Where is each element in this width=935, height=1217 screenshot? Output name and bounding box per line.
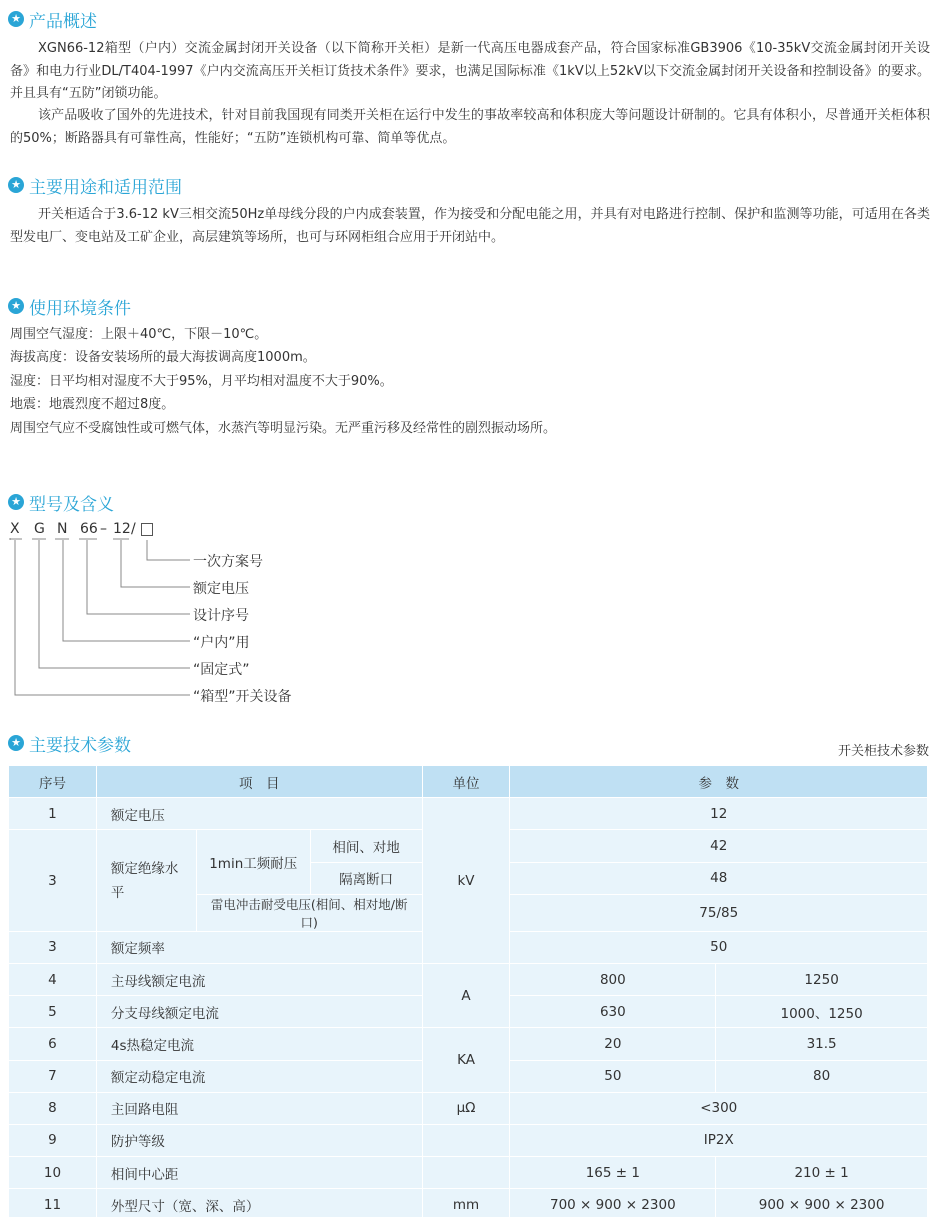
header-item: 项 目: [96, 766, 422, 798]
section-title-text: 产品概述: [29, 11, 97, 32]
cell-item: 额定电压: [96, 798, 422, 830]
model-code-diagram: [0, 518, 400, 708]
cell-no: 3: [9, 931, 97, 963]
cell-no: 4: [9, 963, 97, 995]
star-circle-icon: ★: [8, 177, 24, 193]
section-title-text: 主要技术参数: [29, 735, 131, 756]
cell-value: 50: [510, 931, 928, 963]
table-caption: 开关柜技术参数: [837, 744, 929, 759]
cell-item: 4s热稳定电流: [96, 1028, 422, 1060]
cell-value-1: 800: [510, 963, 716, 995]
cell-value: 12: [510, 798, 928, 830]
cell-value-1: 50: [510, 1060, 716, 1092]
cell-value: 48: [510, 862, 928, 894]
table-row: [9, 1189, 928, 1217]
meaning-box-type: “箱型”开关设备: [193, 689, 292, 705]
table-row: [9, 798, 928, 830]
code-char-x: X: [10, 521, 20, 537]
cell-value-1: 630: [510, 996, 716, 1028]
cell-item: 额定动稳定电流: [96, 1060, 422, 1092]
section-title-model: [8, 490, 114, 514]
section-title-overview: [8, 7, 97, 31]
cell-no: 6: [9, 1028, 97, 1060]
code-char-n: N: [57, 521, 68, 537]
table-row: [9, 1124, 928, 1156]
cell-no: 7: [9, 1060, 97, 1092]
section-title-text: 使用环境条件: [29, 298, 131, 319]
cell-unit: [422, 1124, 510, 1156]
cell-value-2: 1000、1250: [716, 996, 928, 1028]
env-line-2: 海拔高度：设备安装场所的最大海拔调高度1000m。: [10, 350, 316, 365]
cell-no: 1: [9, 798, 97, 830]
usage-paragraph: 开关柜适合于3.6-12 kV三相交流50Hz单母线分段的户内成套装置，作为接受和分配电能之用，并具有对电路进行控制、保护和监测等功能，可适用在各类型发电厂、变电站及工矿企业，高层建筑等场所，也可与环网柜组合应用于开闭站中。: [10, 207, 930, 245]
cell-unit: A: [422, 963, 510, 1027]
cell-item: 主母线额定电流: [96, 963, 422, 995]
cell-sub2: 隔离断口: [310, 862, 422, 894]
cell-item: 相间中心距: [96, 1157, 422, 1189]
table-row: [9, 1028, 928, 1060]
env-line-4: 地震：地震烈度不超过8度。: [10, 397, 175, 412]
section-title-params: [8, 731, 131, 755]
env-line-5: 周围空气应不受腐蚀性或可燃气体，水蒸汽等明显污染。无严重污移及经常性的剧烈振动场所。: [10, 421, 557, 436]
code-char-dash: –: [100, 521, 107, 537]
cell-item: 额定频率: [96, 931, 422, 963]
cell-value: <300: [510, 1092, 928, 1124]
cell-item: 外型尺寸（宽、深、高）: [96, 1189, 422, 1217]
cell-value: 75/85: [510, 894, 928, 931]
star-circle-icon: ★: [8, 11, 24, 27]
section-title-environment: [8, 294, 131, 318]
header-value: 参 数: [510, 766, 928, 798]
header-no: 序号: [9, 766, 97, 798]
cell-value-2: 210 ± 1: [716, 1157, 928, 1189]
cell-value-2: 1250: [716, 963, 928, 995]
cell-value-1: 20: [510, 1028, 716, 1060]
cell-sub: 1min工频耐压: [196, 830, 310, 894]
params-table: [8, 765, 928, 1217]
cell-unit: [422, 1157, 510, 1189]
cell-value-2: 80: [716, 1060, 928, 1092]
meaning-fixed: “固定式”: [193, 662, 250, 678]
cell-no: 5: [9, 996, 97, 1028]
cell-no: 10: [9, 1157, 97, 1189]
code-char-12: 12: [113, 521, 131, 537]
env-line-3: 湿度：日平均相对湿度不大于95%，月平均相对温度不大于90%。: [10, 374, 393, 389]
cell-value-2: 31.5: [716, 1028, 928, 1060]
header-unit: 单位: [422, 766, 510, 798]
table-row: [9, 1092, 928, 1124]
cell-item: 额定绝缘水平: [96, 830, 196, 931]
cell-no: 11: [9, 1189, 97, 1217]
section-title-text: 主要用途和适用范围: [29, 177, 182, 198]
star-circle-icon: ★: [8, 494, 24, 510]
cell-impulse: 雷电冲击耐受电压(相间、相对地/断口): [196, 894, 422, 931]
code-char-slash: /: [131, 521, 136, 537]
cell-value-1: 700 × 900 × 2300: [510, 1189, 716, 1217]
cell-item: 防护等级: [96, 1124, 422, 1156]
meaning-design-no: 设计序号: [193, 608, 249, 624]
cell-unit: KA: [422, 1028, 510, 1092]
cell-no: 3: [9, 830, 97, 931]
table-row: [9, 1157, 928, 1189]
meaning-indoor: “户内”用: [193, 635, 250, 651]
cell-item: 主回路电阻: [96, 1092, 422, 1124]
cell-value: IP2X: [510, 1124, 928, 1156]
section-title-text: 型号及含义: [29, 494, 114, 515]
code-char-66: 66: [80, 521, 98, 537]
table-row: [9, 963, 928, 995]
cell-no: 9: [9, 1124, 97, 1156]
overview-paragraph-1: XGN66-12箱型（户内）交流金属封闭开关设备（以下简称开关柜）是新一代高压电器成套产品，符合国家标准GB3906《10-35kV交流金属封闭开关设备》和电力行业DL/T404-1997《户内交流高压开关柜订货技术条件》要求，也满足国际标准《1kV以上52kV以下交流金属封闭开关设备和控制设备》的要求。并且具有“五防”闭锁功能。: [10, 41, 930, 101]
table-header-row: [9, 766, 928, 798]
code-char-g: G: [34, 521, 45, 537]
cell-unit: mm: [422, 1189, 510, 1217]
overview-paragraph-2: 该产品吸收了国外的先进技术，针对目前我国现有同类开关柜在运行中发生的事故率较高和体积庞大等问题设计研制的。它具有体积小，尽普通开关柜体积的50%；断路器具有可靠性高，性能好；“五防”连锁机构可靠、简单等优点。: [10, 108, 930, 146]
cell-value: 42: [510, 830, 928, 862]
cell-sub1: 相间、对地: [310, 830, 422, 862]
cell-value-1: 165 ± 1: [510, 1157, 716, 1189]
meaning-scheme-no: 一次方案号: [193, 554, 263, 570]
star-circle-icon: ★: [8, 735, 24, 751]
section-title-usage: [8, 173, 182, 197]
cell-no: 8: [9, 1092, 97, 1124]
cell-unit: kV: [422, 798, 510, 964]
cell-item: 分支母线额定电流: [96, 996, 422, 1028]
cell-value-2: 900 × 900 × 2300: [716, 1189, 928, 1217]
cell-unit: μΩ: [422, 1092, 510, 1124]
meaning-rated-voltage: 额定电压: [193, 581, 249, 597]
star-circle-icon: ★: [8, 298, 24, 314]
env-line-1: 周围空气湿度：上限＋40℃，下限－10℃。: [10, 327, 268, 342]
